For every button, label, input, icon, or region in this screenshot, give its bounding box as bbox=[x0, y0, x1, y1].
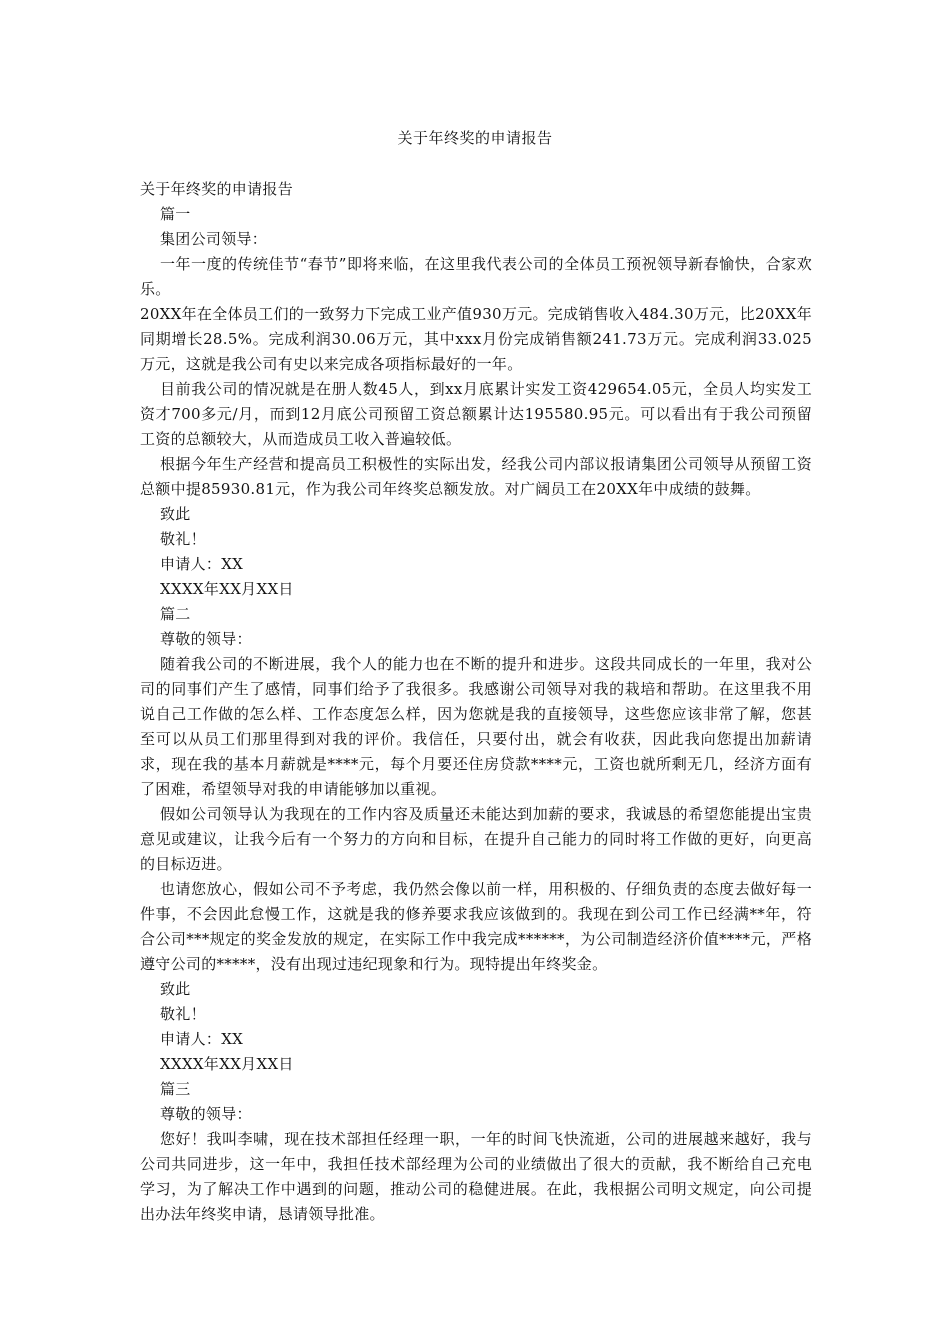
paragraph: 假如公司领导认为我现在的工作内容及质量还未能达到加薪的要求，我诚恳的希望您能提出宝贵意见或建议，让我今后有一个努力的方向和目标，在提升自己能力的同时将工作做的更好，向更高的目标迈进。 bbox=[140, 805, 812, 873]
closing-line: 致此 bbox=[160, 980, 191, 998]
paragraph: 您好！我叫李啸，现在技术部担任经理一职，一年的时间飞快流逝，公司的进展越来越好，我与公司共同进步，这一年中，我担任技术部经理为公司的业绩做出了很大的贡献，我不断给自己充电学习，为了解决工作中遇到的问题，推动公司的稳健进展。在此，我根据公司明文规定，向公司提出办法年终奖申请，恳请领导批准。 bbox=[140, 1130, 812, 1223]
applicant-line: 申请人：XX bbox=[160, 555, 244, 573]
document-body bbox=[140, 177, 812, 1227]
applicant-line: 申请人：XX bbox=[160, 1030, 244, 1048]
date-line: XXXX年XX月XX日 bbox=[160, 580, 294, 598]
paragraph: 20XX年在全体员工们的一致努力下完成工业产值930万元。完成销售收入484.30万元，比20XX年同期增长28.5%。完成利润30.06万元，其中xxx月份完成销售额241.73万元。完成利润33.025万元，这就是我公司有史以来完成各项指标最好的一年。 bbox=[140, 305, 813, 373]
paragraph: 也请您放心，假如公司不予考虑，我仍然会像以前一样，用积极的、仔细负责的态度去做好每一件事，不会因此怠慢工作，这就是我的修养要求我应该做到的。我现在到公司工作已经满**年，符合公司***规定的奖金发放的规定，在实际工作中我完成******，为公司制造经济价值****元，严格遵守公司的*****，没有出现过违纪现象和行为。现特提出年终奖金。 bbox=[140, 880, 812, 973]
salutation: 尊敬的领导： bbox=[160, 1105, 252, 1123]
body-heading: 关于年终奖的申请报告 bbox=[140, 180, 294, 198]
section-label: 篇三 bbox=[160, 1080, 191, 1098]
closing-line: 敬礼！ bbox=[160, 530, 206, 548]
paragraph: 一年一度的传统佳节“春节”即将来临，在这里我代表公司的全体员工预祝领导新春愉快，合家欢乐。 bbox=[140, 255, 812, 298]
closing-line: 敬礼！ bbox=[160, 1005, 206, 1023]
section-label: 篇二 bbox=[160, 605, 191, 623]
salutation: 尊敬的领导： bbox=[160, 630, 252, 648]
paragraph: 目前我公司的情况就是在册人数45人，到xx月底累计实发工资429654.05元，全员人均实发工资才700多元/月，而到12月底公司预留工资总额累计达195580.95元。可以看出有于我公司预留工资的总额较大，从而造成员工收入普遍较低。 bbox=[140, 380, 812, 448]
paragraph: 根据今年生产经营和提高员工积极性的实际出发，经我公司内部议报请集团公司领导从预留工资总额中提85930.81元，作为我公司年终奖总额发放。对广阔员工在20XX年中成绩的鼓舞。 bbox=[140, 455, 812, 498]
date-line: XXXX年XX月XX日 bbox=[160, 1055, 294, 1073]
salutation: 集团公司领导： bbox=[160, 230, 268, 248]
section-label: 篇一 bbox=[160, 205, 191, 223]
closing-line: 致此 bbox=[160, 505, 191, 523]
document-title: 关于年终奖的申请报告 bbox=[397, 129, 553, 147]
paragraph: 随着我公司的不断进展，我个人的能力也在不断的提升和进步。这段共同成长的一年里，我对公司的同事们产生了感情，同事们给予了我很多。我感谢公司领导对我的栽培和帮助。在这里我不用说自己工作做的怎么样、工作态度怎么样，因为您就是我的直接领导，这些您应该非常了解，您甚至可以从员工们那里得到对我的评价。我信任，只要付出，就会有收获，因此我向您提出加薪请求，现在我的基本月薪就是****元，每个月要还住房贷款****元，工资也就所剩无几，经济方面有了困难，希望领导对我的申请能够加以重视。 bbox=[140, 655, 812, 798]
